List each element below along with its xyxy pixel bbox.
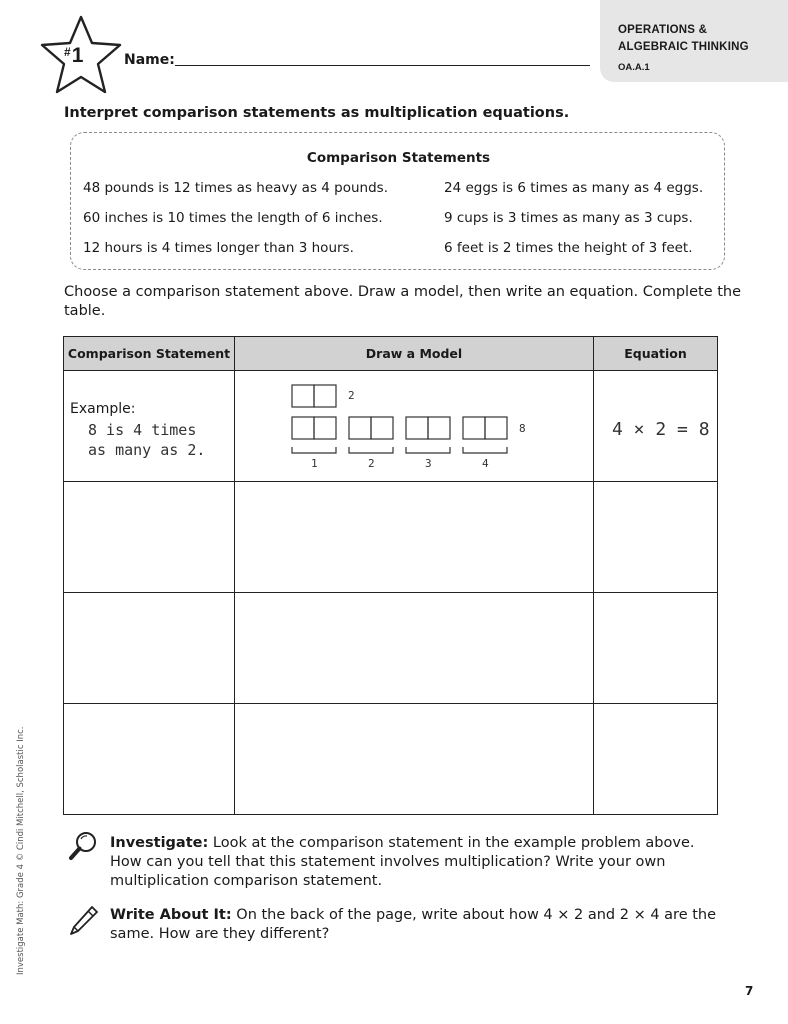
model-group-label: 4 [482, 457, 489, 470]
directions-text: Choose a comparison statement above. Draw a model, then write an equation. Complete the table. [64, 284, 742, 319]
table-header-row [64, 337, 718, 371]
strand-title-line2: ALGEBRAIC THINKING [618, 41, 749, 53]
example-equation-cell [594, 371, 718, 482]
statement-cell[interactable] [64, 482, 235, 593]
comparison-statement: 60 inches is 10 times the length of 6 inches. [83, 210, 383, 226]
model-cell[interactable] [235, 482, 594, 593]
write-about-paragraph [110, 906, 720, 944]
bar-model-drawing [235, 371, 592, 481]
comparison-statement: 9 cups is 3 times as many as 3 cups. [444, 210, 693, 226]
column-header-draw-a-model: Draw a Model [235, 337, 594, 371]
name-field[interactable] [175, 65, 590, 66]
pencil-icon [68, 904, 98, 938]
column-header-comparison-statement: Comparison Statement [64, 337, 235, 371]
model-small-label: 2 [348, 389, 355, 402]
worksheet-number: #1 [64, 44, 84, 67]
table-row [64, 704, 718, 815]
strand-title-line1: OPERATIONS & [618, 24, 708, 36]
table-row [64, 482, 718, 593]
example-statement-cell [64, 371, 235, 482]
copyright-credit: Investigate Math: Grade 4 © Cindi Mitchell, Scholastic Inc. [16, 726, 26, 975]
instruction-heading: Interpret comparison statements as multiplication equations. [64, 105, 570, 121]
comparison-statements-title: Comparison Statements [306, 150, 491, 166]
model-group-label: 1 [311, 457, 318, 470]
example-row [64, 371, 718, 482]
model-cell[interactable] [235, 704, 594, 815]
equation-cell[interactable] [594, 593, 718, 704]
investigate-text: Look at the comparison statement in the example problem above. How can you tell that this statement involves multiplication? Write your own multiplication comparison statement. [110, 835, 695, 889]
write-about-text: On the back of the page, write about how 4 × 2 and 2 × 4 are the same. How are they different? [110, 907, 717, 942]
investigate-label: Investigate: [110, 835, 209, 851]
standard-code: OA.A.1 [618, 62, 650, 73]
example-equation: 4 × 2 = 8 [612, 419, 710, 440]
write-about-label: Write About It: [110, 907, 232, 923]
model-cell[interactable] [235, 593, 594, 704]
statement-cell[interactable] [64, 704, 235, 815]
comparison-statement: 6 feet is 2 times the height of 3 feet. [444, 240, 693, 256]
magnifying-glass-icon [68, 830, 98, 864]
comparison-statement: 12 hours is 4 times longer than 3 hours. [83, 240, 354, 256]
example-statement-line1: 8 is 4 times [88, 421, 197, 439]
example-statement-line2: as many as 2. [88, 441, 206, 459]
model-total-label: 8 [519, 422, 526, 435]
table-row [64, 593, 718, 704]
comparison-table [63, 336, 718, 815]
comparison-statement: 48 pounds is 12 times as heavy as 4 pounds. [83, 180, 388, 196]
equation-cell[interactable] [594, 482, 718, 593]
statement-cell[interactable] [64, 593, 235, 704]
example-label: Example: [70, 401, 136, 417]
equation-cell[interactable] [594, 704, 718, 815]
comparison-statement: 24 eggs is 6 times as many as 4 eggs. [444, 180, 704, 196]
investigate-paragraph [110, 834, 720, 891]
example-model-cell [235, 371, 594, 482]
model-group-label: 2 [368, 457, 375, 470]
page-number: 7 [745, 984, 754, 998]
name-label: Name: [124, 52, 175, 68]
model-group-label: 3 [425, 457, 432, 470]
column-header-equation: Equation [594, 337, 718, 371]
